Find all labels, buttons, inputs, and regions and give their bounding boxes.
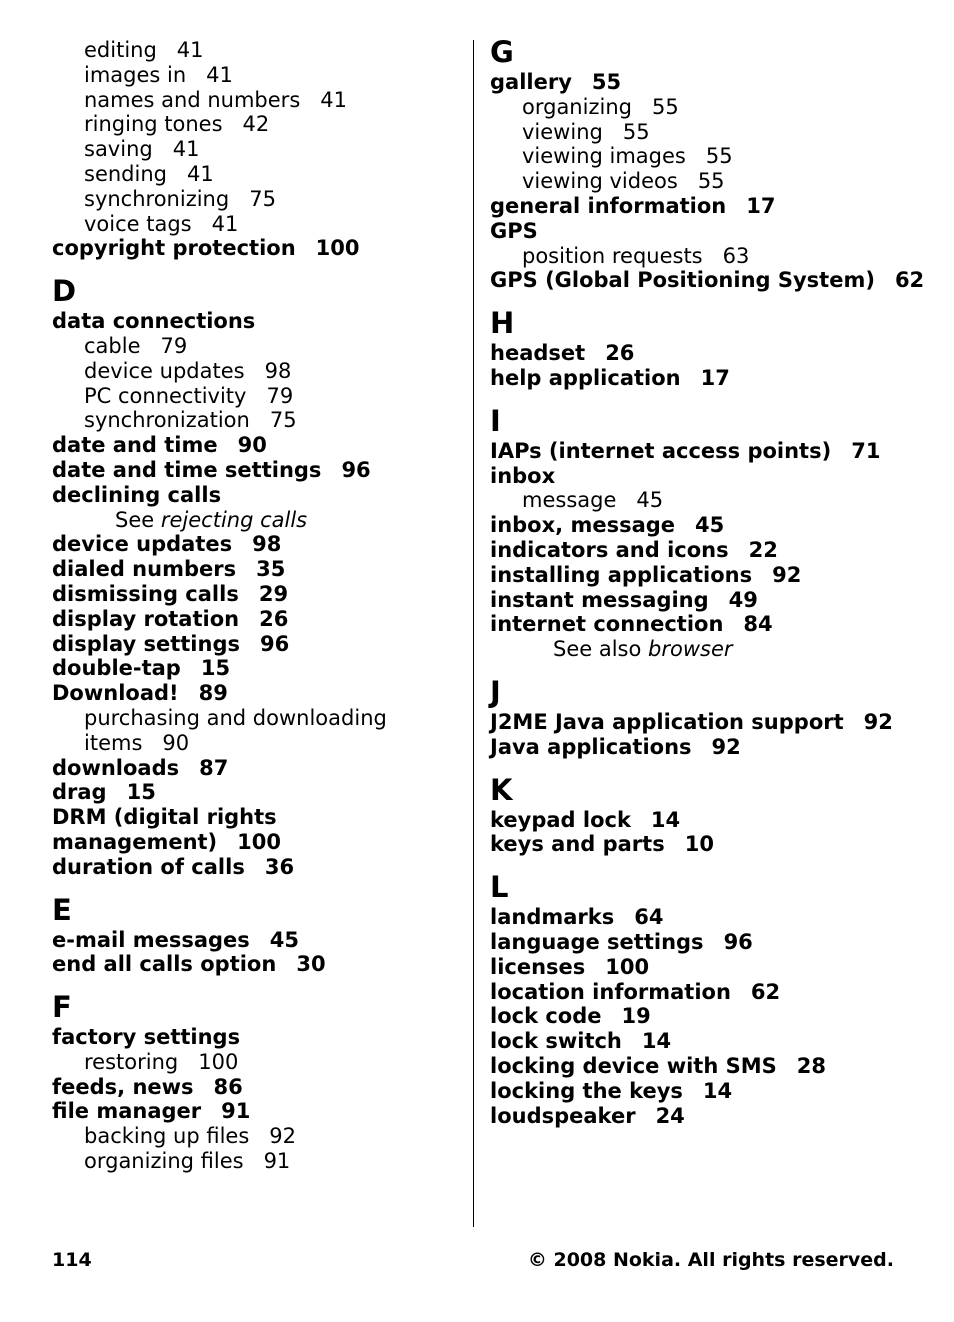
entry-term: GPS (Global Positioning System) [490, 268, 875, 293]
entry-page-number: 100 [315, 236, 360, 261]
entry-page-number: 75 [249, 186, 276, 211]
entry-page-number: 84 [743, 612, 773, 637]
index-entry [490, 513, 930, 538]
entry-term: synchronizing [84, 186, 230, 211]
index-subentry [52, 1124, 452, 1149]
index-entry [490, 1054, 930, 1079]
entry-page-number: 89 [198, 681, 228, 706]
entry-page-number: 14 [702, 1078, 733, 1103]
index-letter-heading: G [490, 35, 514, 69]
index-entry [490, 464, 930, 489]
entry-page-number: 55 [651, 94, 679, 119]
index-subentry [52, 1149, 452, 1174]
entry-page-number: 28 [796, 1053, 826, 1078]
column-divider [473, 40, 474, 1227]
entry-term: licenses [490, 954, 586, 979]
index-subentry [490, 488, 930, 513]
see-prefix: See [115, 507, 155, 532]
entry-term: headset [490, 341, 586, 366]
entry-page-number: 19 [621, 1004, 651, 1029]
index-entry [490, 930, 930, 955]
index-entry [490, 439, 930, 464]
entry-term: indicators and icons [490, 537, 729, 562]
index-subentry [52, 706, 452, 731]
entry-page-number: 55 [705, 144, 733, 169]
index-subentry [490, 169, 930, 194]
index-entry [52, 855, 452, 880]
index-subentry [52, 162, 452, 187]
entry-page-number: 15 [200, 656, 231, 681]
entry-page-number: 26 [259, 606, 289, 631]
index-subentry [52, 38, 452, 63]
index-entry [52, 1099, 452, 1124]
index-entry [490, 980, 930, 1005]
entry-term: date and time [52, 433, 218, 458]
index-entry [52, 681, 452, 706]
index-cross-reference [52, 508, 452, 533]
entry-term: viewing images [522, 144, 686, 169]
entry-term: location information [490, 979, 731, 1004]
entry-page-number: 92 [772, 562, 802, 587]
entry-term: dialed numbers [52, 557, 237, 582]
entry-term: sending [84, 161, 167, 186]
entry-page-number: 63 [722, 243, 750, 268]
entry-page-number: 49 [728, 587, 758, 612]
entry-page-number: 91 [221, 1099, 251, 1124]
see-target: browser [648, 637, 733, 662]
see-prefix: See also [553, 637, 642, 662]
index-entry [490, 955, 930, 980]
index-entry [52, 1075, 452, 1100]
entry-term: backing up files [84, 1124, 250, 1149]
index-subentry [52, 408, 452, 433]
entry-page-number: 36 [264, 854, 295, 879]
entry-term: landmarks [490, 905, 615, 930]
index-entry [52, 928, 452, 953]
entry-term: keypad lock [490, 807, 631, 832]
entry-page-number: 55 [591, 70, 622, 94]
index-letter-heading: L [490, 870, 509, 905]
entry-page-number: 55 [697, 169, 725, 194]
entry-page-number: 62 [750, 979, 781, 1004]
index-letter-heading: I [490, 403, 501, 438]
index-subentry [52, 88, 452, 113]
index-letter-heading: E [52, 892, 72, 927]
entry-term: synchronization [84, 408, 250, 433]
entry-term: date and time settings [52, 457, 322, 482]
entry-term: device updates [52, 532, 233, 557]
index-subentry [52, 731, 452, 756]
index-entry [52, 557, 452, 582]
entry-page-number: 86 [213, 1074, 243, 1099]
index-entry [490, 366, 930, 391]
entry-term: GPS [490, 218, 538, 243]
entry-term: organizing [522, 94, 632, 119]
entry-page-number: 79 [266, 383, 294, 408]
entry-term: viewing videos [522, 169, 678, 194]
entry-term: locking the keys [490, 1078, 683, 1103]
entry-term: restoring [84, 1049, 179, 1074]
entry-term: display rotation [52, 606, 240, 631]
entry-term: language settings [490, 929, 704, 954]
index-entry [490, 194, 930, 219]
entry-term: editing [84, 38, 157, 62]
entry-term: file manager [52, 1099, 202, 1124]
entry-term: installing applications [490, 562, 753, 587]
entry-term: feeds, news [52, 1074, 194, 1099]
entry-term: position requests [522, 243, 703, 268]
entry-term: DRM (digital rights [52, 805, 277, 830]
entry-page-number: 96 [723, 929, 753, 954]
index-subentry [52, 334, 452, 359]
entry-term: device updates [84, 358, 245, 383]
entry-term: organizing files [84, 1149, 244, 1174]
index-entry [52, 458, 452, 483]
entry-term: drag [52, 780, 107, 805]
entry-term: names and numbers [84, 87, 301, 112]
index-subentry [52, 112, 452, 137]
entry-term: locking device with SMS [490, 1053, 777, 1078]
entry-term: keys and parts [490, 832, 665, 857]
entry-page-number: 79 [160, 333, 188, 358]
entry-term: ringing tones [84, 112, 223, 137]
entry-page-number: 98 [252, 532, 282, 557]
index-subentry [490, 244, 930, 269]
index-entry [52, 483, 452, 508]
entry-term: management) [52, 829, 218, 854]
entry-term: end all calls option [52, 952, 277, 977]
entry-page-number: 41 [211, 211, 239, 236]
index-cross-reference [490, 637, 930, 662]
entry-term: PC connectivity [84, 383, 247, 408]
entry-term: IAPs (internet access points) [490, 438, 832, 463]
index-entry [490, 538, 930, 563]
index-entry [52, 756, 452, 781]
index-entry [490, 268, 930, 293]
index-entry [52, 656, 452, 681]
entry-page-number: 55 [622, 119, 650, 144]
entry-term: dismissing calls [52, 581, 239, 606]
entry-term: declining calls [52, 482, 222, 507]
entry-term: duration of calls [52, 854, 245, 879]
entry-page-number: 26 [605, 341, 635, 366]
entry-page-number: 29 [258, 581, 289, 606]
entry-term: general information [490, 193, 727, 218]
index-letter-heading: D [52, 274, 77, 309]
see-target: rejecting calls [160, 507, 308, 532]
entry-page-number: 14 [641, 1029, 672, 1054]
entry-term: items [84, 730, 143, 755]
entry-term: help application [490, 365, 681, 390]
entry-page-number: 64 [634, 905, 664, 930]
index-subentry [490, 144, 930, 169]
entry-term: saving [84, 137, 153, 162]
index-letter-heading: F [52, 990, 72, 1025]
entry-term: cable [84, 333, 141, 358]
index-entry [490, 1104, 930, 1129]
entry-page-number: 14 [650, 807, 681, 832]
entry-page-number: 75 [269, 408, 297, 433]
entry-page-number: 10 [684, 832, 714, 857]
entry-page-number: 42 [242, 112, 270, 137]
entry-term: factory settings [52, 1025, 241, 1050]
index-entry [490, 832, 930, 857]
index-entry [490, 70, 930, 95]
entry-page-number: 100 [237, 829, 282, 854]
index-entry [52, 1025, 452, 1050]
entry-page-number: 91 [263, 1149, 291, 1174]
index-subentry [52, 1050, 452, 1075]
page-number: 114 [52, 1249, 92, 1271]
index-entry [490, 563, 930, 588]
index-entry [490, 710, 930, 735]
entry-page-number: 22 [748, 537, 778, 562]
index-entry [52, 952, 452, 977]
index-subentry [52, 359, 452, 384]
entry-page-number: 100 [605, 954, 650, 979]
entry-term: display settings [52, 631, 240, 656]
index-letter-heading: J [490, 674, 501, 709]
entry-term: instant messaging [490, 587, 709, 612]
entry-term: images in [84, 62, 187, 87]
entry-term: message [522, 488, 617, 513]
entry-term: loudspeaker [490, 1103, 636, 1128]
entry-term: purchasing and downloading [84, 705, 387, 730]
entry-term: voice tags [84, 211, 192, 236]
entry-term: viewing [522, 119, 603, 144]
index-subentry [490, 95, 930, 120]
entry-term: Download! [52, 681, 179, 706]
entry-page-number: 17 [700, 365, 730, 390]
entry-page-number: 71 [851, 438, 881, 463]
index-entry [52, 433, 452, 458]
entry-page-number: 62 [894, 268, 925, 293]
entry-page-number: 100 [198, 1049, 239, 1074]
entry-page-number: 17 [746, 193, 776, 218]
index-column-left [52, 38, 452, 1174]
entry-page-number: 41 [172, 137, 200, 162]
entry-page-number: 92 [863, 709, 893, 734]
entry-term: downloads [52, 755, 180, 780]
entry-term: inbox [490, 463, 556, 488]
entry-page-number: 45 [269, 927, 300, 952]
entry-term: e-mail messages [52, 927, 250, 952]
index-entry [490, 1004, 930, 1029]
index-entry [52, 532, 452, 557]
entry-page-number: 41 [186, 161, 214, 186]
index-entry [52, 830, 452, 855]
entry-page-number: 87 [199, 755, 229, 780]
index-entry [52, 607, 452, 632]
entry-page-number: 92 [711, 734, 741, 759]
entry-page-number: 45 [636, 488, 664, 513]
index-subentry [52, 63, 452, 88]
index-entry [490, 588, 930, 613]
index-entry [490, 1079, 930, 1104]
index-subentry [490, 120, 930, 145]
index-subentry [52, 137, 452, 162]
entry-page-number: 45 [695, 513, 725, 538]
index-entry [490, 905, 930, 930]
index-entry [52, 632, 452, 657]
entry-term: copyright protection [52, 236, 296, 261]
entry-page-number: 41 [176, 38, 204, 62]
entry-page-number: 15 [126, 780, 156, 805]
entry-page-number: 41 [320, 87, 347, 112]
index-entry [52, 780, 452, 805]
index-entry [52, 805, 452, 830]
index-subentry [52, 187, 452, 212]
entry-page-number: 96 [341, 457, 371, 482]
entry-page-number: 96 [260, 631, 290, 656]
entry-term: lock code [490, 1004, 602, 1029]
copyright-notice: © 2008 Nokia. All rights reserved. [527, 1249, 894, 1271]
index-letter-heading: H [490, 306, 515, 341]
index-subentry [52, 384, 452, 409]
entry-term: internet connection [490, 612, 724, 637]
entry-page-number: 90 [237, 433, 267, 458]
entry-page-number: 30 [296, 952, 326, 977]
entry-term: Java applications [490, 734, 692, 759]
entry-page-number: 90 [162, 730, 190, 755]
index-subentry [52, 212, 452, 237]
entry-page-number: 35 [256, 557, 286, 582]
index-entry [490, 341, 930, 366]
entry-term: double-tap [52, 656, 181, 681]
index-entry [52, 582, 452, 607]
entry-term: gallery [490, 70, 572, 94]
index-entry [490, 219, 930, 244]
index-entry [490, 808, 930, 833]
index-letter-heading: K [490, 772, 513, 807]
entry-page-number: 92 [269, 1124, 297, 1149]
entry-term: J2ME Java application support [490, 709, 844, 734]
index-entry [490, 735, 930, 760]
index-column-right [490, 35, 930, 1128]
index-entry [52, 236, 452, 261]
entry-term: lock switch [490, 1029, 622, 1054]
entry-term: inbox, message [490, 513, 676, 538]
index-entry [52, 309, 452, 334]
entry-term: data connections [52, 309, 256, 334]
index-entry [490, 612, 930, 637]
index-entry [490, 1029, 930, 1054]
entry-page-number: 41 [206, 62, 233, 87]
entry-page-number: 24 [655, 1103, 685, 1128]
entry-page-number: 98 [264, 358, 292, 383]
